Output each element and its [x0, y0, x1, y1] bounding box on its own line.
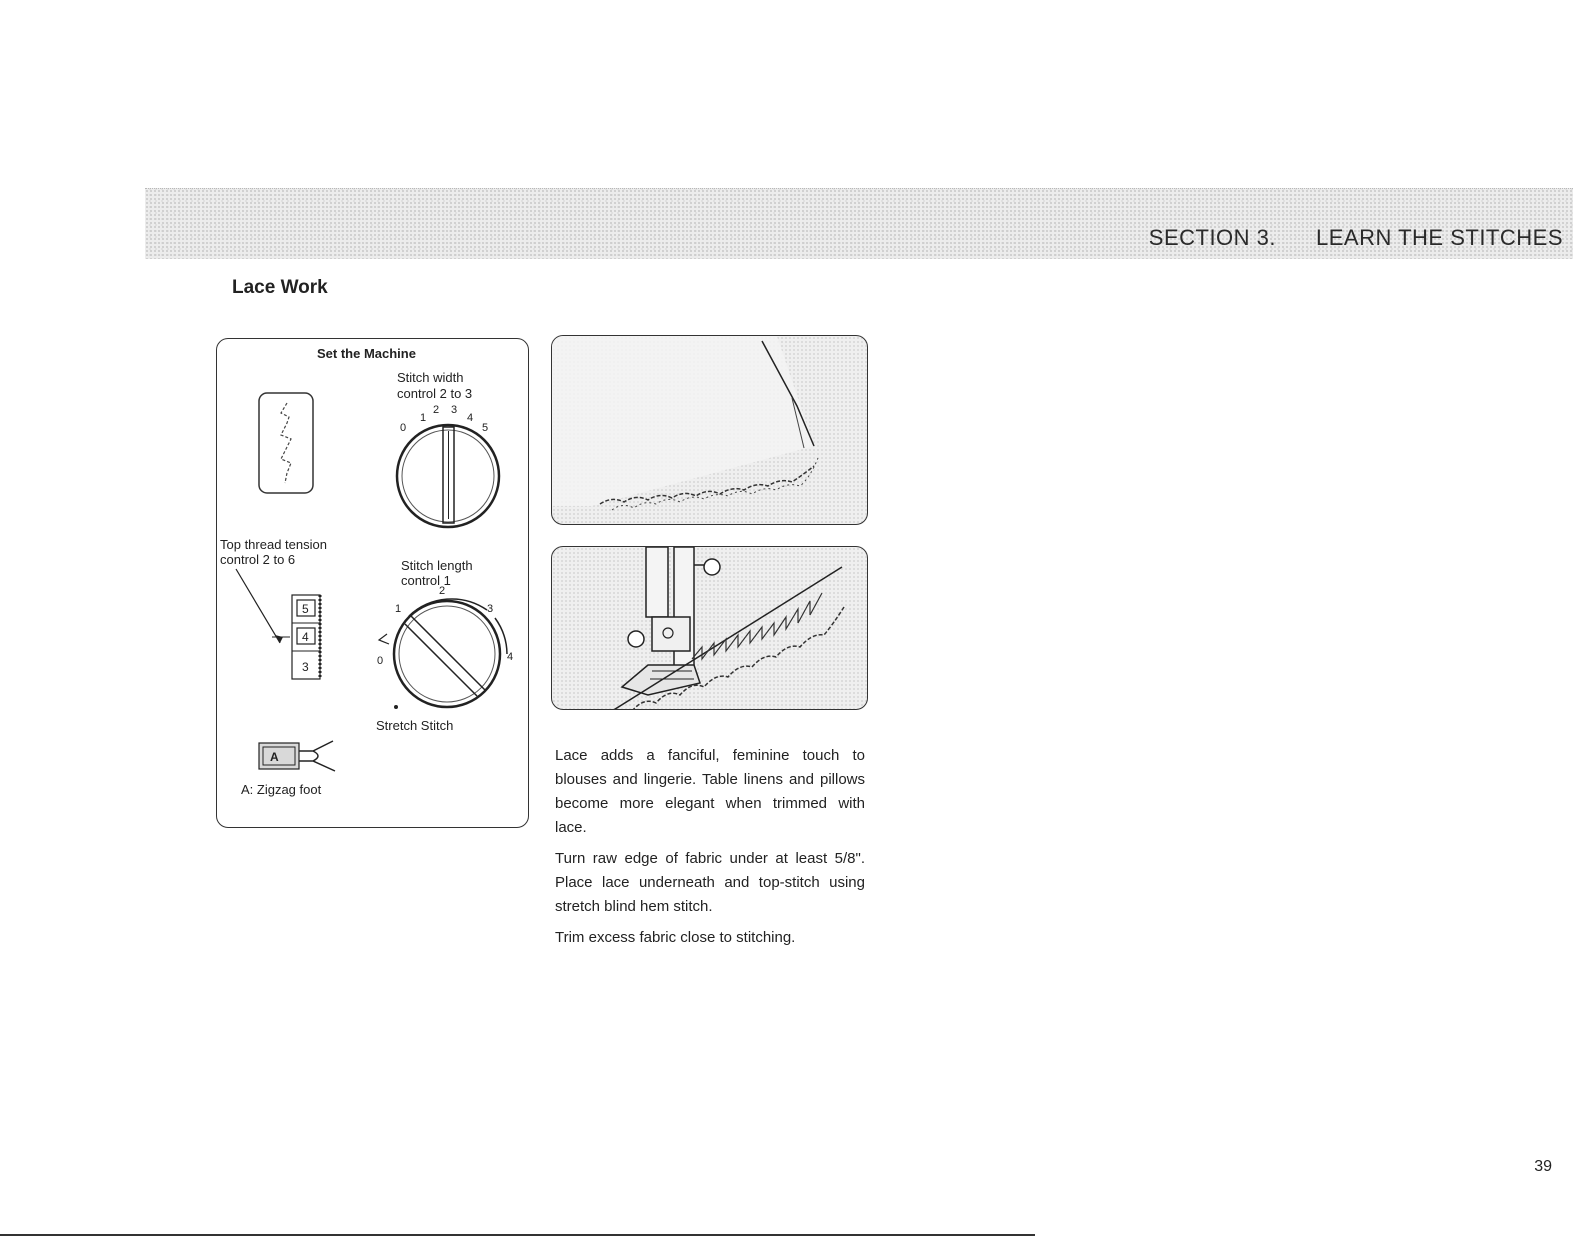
width-mark-2: 2	[433, 404, 440, 416]
section-number: SECTION 3.	[1148, 225, 1277, 250]
tension-mark-4: 4	[302, 630, 309, 644]
instruction-paragraph-2: Turn raw edge of fabric under at least 5/8". Place lace underneath and top-stitch using stretch blind hem stitch.	[555, 850, 865, 915]
length-mark-0: 0	[377, 655, 384, 667]
zigzag-foot-icon	[257, 739, 342, 775]
width-mark-3: 3	[451, 404, 458, 416]
thread-tension-label-line1: Top thread tension	[220, 537, 327, 552]
length-mark-2: 2	[439, 585, 446, 597]
machine-settings-heading: Set the Machine	[317, 346, 416, 361]
section-banner	[145, 188, 1573, 259]
stitch-width-label-line2: control 2 to 3	[397, 386, 473, 401]
stitch-pattern-icon	[257, 391, 317, 497]
lace-edge-illustration	[551, 335, 868, 525]
width-mark-1: 1	[420, 412, 427, 424]
stretch-stitch-label: Stretch Stitch	[376, 718, 454, 733]
length-mark-1: 1	[395, 603, 402, 615]
stitch-length-label-line1: Stitch length	[401, 558, 473, 573]
thread-tension-label-line2: control 2 to 6	[220, 552, 296, 567]
width-mark-4: 4	[467, 412, 474, 424]
tension-mark-5: 5	[302, 602, 309, 616]
stitch-width-dial-icon	[387, 403, 517, 533]
bottom-rule	[0, 1234, 1035, 1236]
page-title: Lace Work	[232, 277, 328, 298]
zigzag-foot-label: A: Zigzag foot	[241, 782, 322, 797]
length-mark-3: 3	[487, 603, 494, 615]
tension-mark-3: 3	[302, 660, 309, 674]
instructions-text	[555, 744, 865, 957]
length-mark-4: 4	[507, 651, 514, 663]
width-mark-5: 5	[482, 422, 489, 434]
section-title	[1149, 225, 1563, 251]
machine-settings-panel	[216, 338, 529, 828]
instruction-paragraph-3: Trim excess fabric close to stitching.	[555, 929, 796, 946]
stitch-length-dial-icon	[367, 584, 527, 714]
stitch-length-label-line2: control 1	[401, 573, 451, 588]
width-mark-0: 0	[400, 422, 407, 434]
instruction-paragraph-1: Lace adds a fanciful, feminine touch to blouses and lingerie. Table linens and pillows become more elegant when trimmed with lace.	[555, 747, 865, 836]
foot-letter: A	[270, 750, 279, 764]
page-number: 39	[1534, 1158, 1552, 1175]
stitch-width-label-line1: Stitch width	[397, 370, 464, 385]
chapter-title: LEARN THE STITCHES	[1316, 225, 1563, 250]
thread-tension-scale-icon	[220, 567, 330, 682]
presser-foot-sewing-illustration	[551, 546, 868, 710]
